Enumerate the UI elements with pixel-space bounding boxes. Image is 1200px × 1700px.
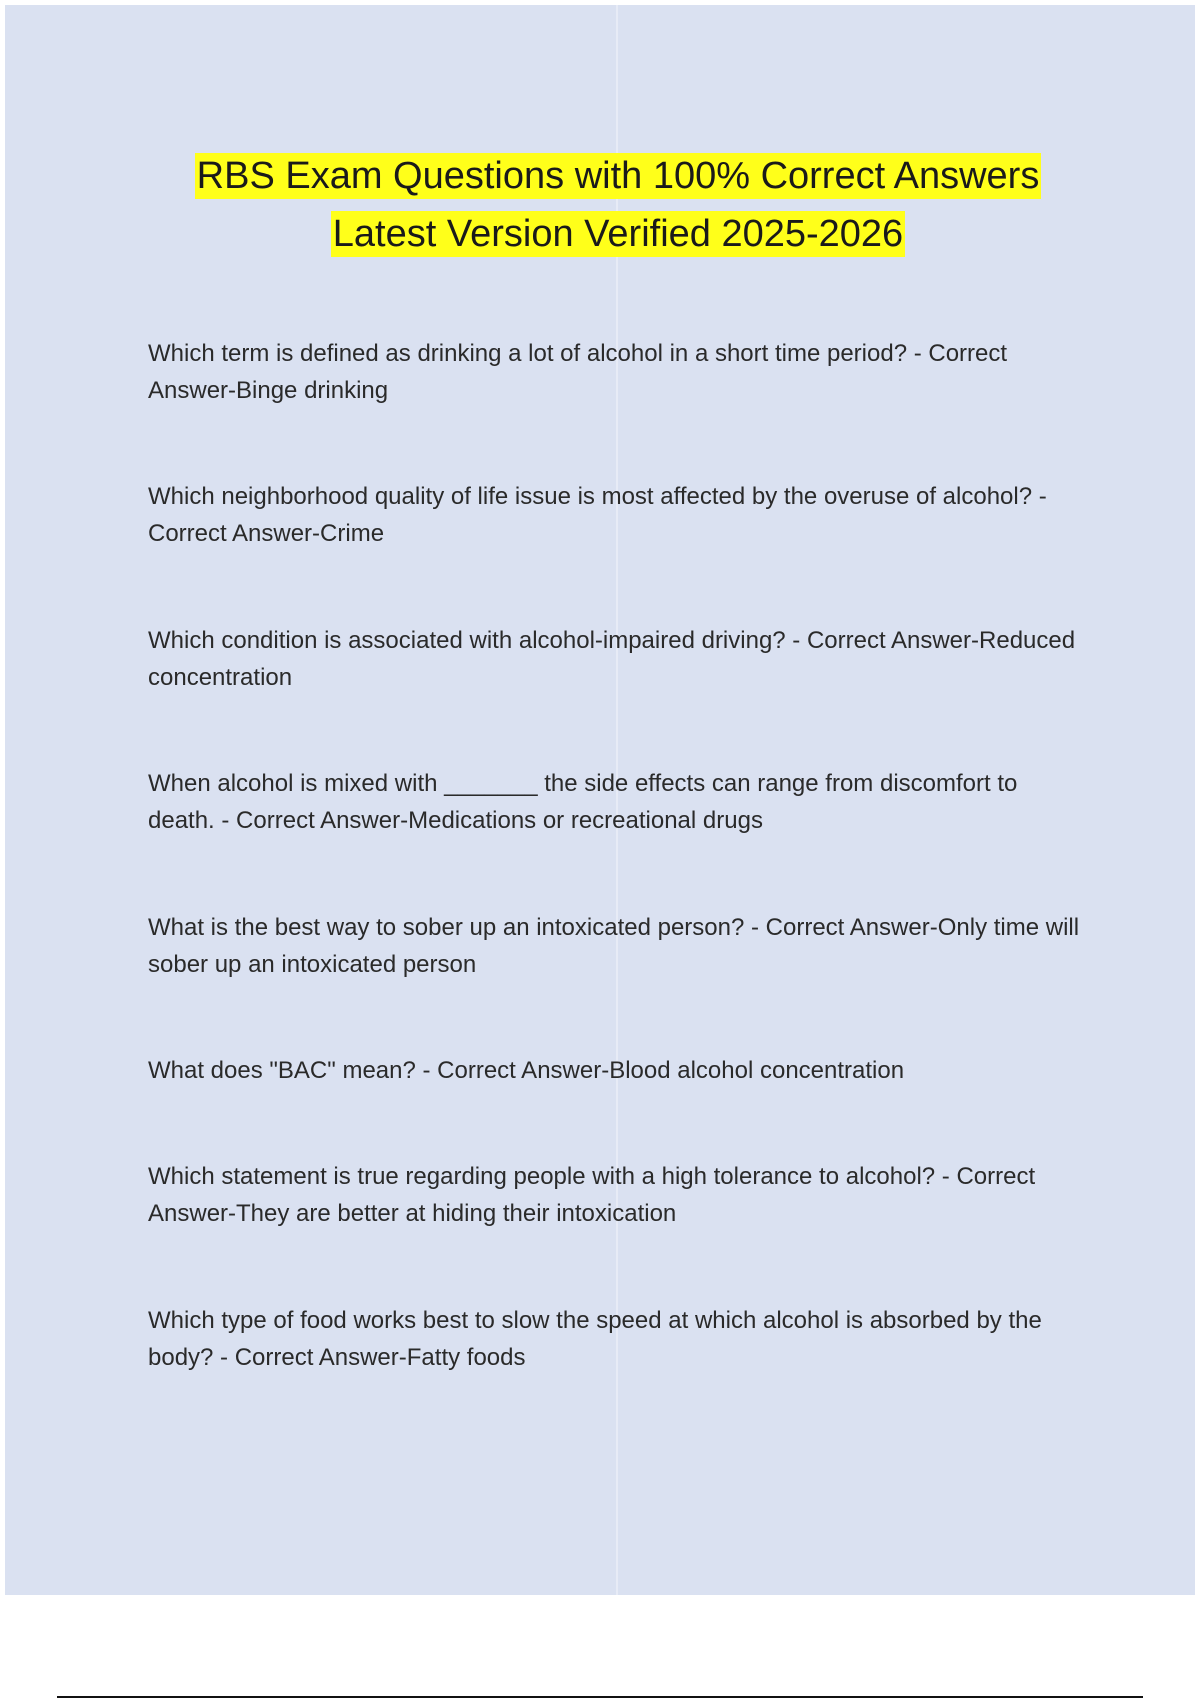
footer-rule	[57, 1696, 1143, 1698]
title-line-2: Latest Version Verified 2025-2026	[332, 213, 904, 255]
question-item-2: Which neighborhood quality of life issue is most affected by the overuse of alcohol? - Correct Answer-Crime	[148, 483, 1047, 547]
question-item-8: Which type of food works best to slow the speed at which alcohol is absorbed by the body? - Correct Answer-Fatty foods	[148, 1307, 1042, 1371]
document-title	[0, 147, 1200, 263]
title-line-1: RBS Exam Questions with 100% Correct Answers	[196, 155, 1040, 197]
question-item-3: Which condition is associated with alcohol-impaired driving? - Correct Answer-Reduced concentration	[148, 627, 1076, 691]
question-item-7: Which statement is true regarding people with a high tolerance to alcohol? - Correct Answer-They are better at hiding their intoxication	[148, 1163, 1036, 1227]
question-item-4: When alcohol is mixed with _______ the side effects can range from discomfort to death. - Correct Answer-Medications or recreational drugs	[148, 770, 1018, 834]
question-item-5: What is the best way to sober up an intoxicated person? - Correct Answer-Only time will sober up an intoxicated person	[148, 914, 1080, 978]
question-item-6: What does "BAC" mean? - Correct Answer-Blood alcohol concentration	[148, 1057, 905, 1084]
question-item-1: Which term is defined as drinking a lot of alcohol in a short time period? - Correct Answer-Binge drinking	[148, 340, 1008, 404]
